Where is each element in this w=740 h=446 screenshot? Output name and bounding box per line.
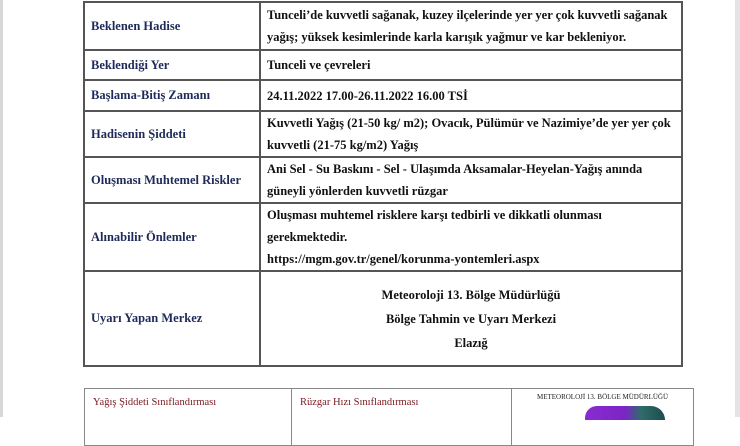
row-label: Beklendiği Yer <box>84 50 260 80</box>
table-row <box>84 2 682 50</box>
row-value: Oluşması muhtemel risklere karşı tedbirli ve dikkatli olunması gerekmektedir. <box>267 208 602 244</box>
row-value: Tunceli’de kuvvetli sağanak, kuzey ilçelerinde yer yer çok kuvvetli sağanak yağış; yüksek kesimlerinde karla karışık yağmur ve kar bekleniyor. <box>260 2 682 50</box>
row-value: Ani Sel - Su Baskını - Sel - Ulaşımda Aksamalar-Heyelan-Yağış anında güneyli yönlerden kuvvetli rüzgar <box>260 157 682 203</box>
table-row <box>84 157 682 203</box>
row-label: Başlama-Bitiş Zamanı <box>84 80 260 111</box>
rain-classification: Yağış Şiddeti Sınıflandırması <box>85 389 292 446</box>
table-row <box>84 111 682 157</box>
row-label: Alınabilir Önlemler <box>84 203 260 271</box>
row-label: Uyarı Yapan Merkez <box>84 271 260 366</box>
wind-classification: Rüzgar Hızı Sınıflandırması <box>292 389 512 446</box>
row-value: 24.11.2022 17.00-26.11.2022 16.00 TSİ <box>260 80 682 111</box>
map-title: METEOROLOJİ 13. BÖLGE MÜDÜRLÜĞÜ <box>536 393 669 401</box>
warning-table <box>83 1 683 367</box>
center-line: Meteoroloji 13. Bölge Müdürlüğü <box>381 287 561 302</box>
table-row <box>84 203 682 271</box>
center-line: Elazığ <box>454 335 488 350</box>
table-row <box>84 50 682 80</box>
scrollbar[interactable] <box>735 0 740 417</box>
row-label: Oluşması Muhtemel Riskler <box>84 157 260 203</box>
link[interactable]: https://mgm.gov.tr/genel/korunma-yontemleri.aspx <box>267 252 540 266</box>
row-value: Kuvvetli Yağış (21-50 kg/ m2); Ovacık, Pülümür ve Nazimiye’de yer yer çok kuvvetli (21-75 kg/m2) Yağış <box>260 111 682 157</box>
center-line: Bölge Tahmin ve Uyarı Merkezi <box>385 311 557 326</box>
left-edge <box>0 0 3 417</box>
row-label: Hadisenin Şiddeti <box>84 111 260 157</box>
table-row <box>84 80 682 111</box>
region-map <box>585 406 665 420</box>
table-row <box>84 271 682 366</box>
row-label: Beklenen Hadise <box>84 2 260 50</box>
row-value: Tunceli ve çevreleri <box>260 50 682 80</box>
